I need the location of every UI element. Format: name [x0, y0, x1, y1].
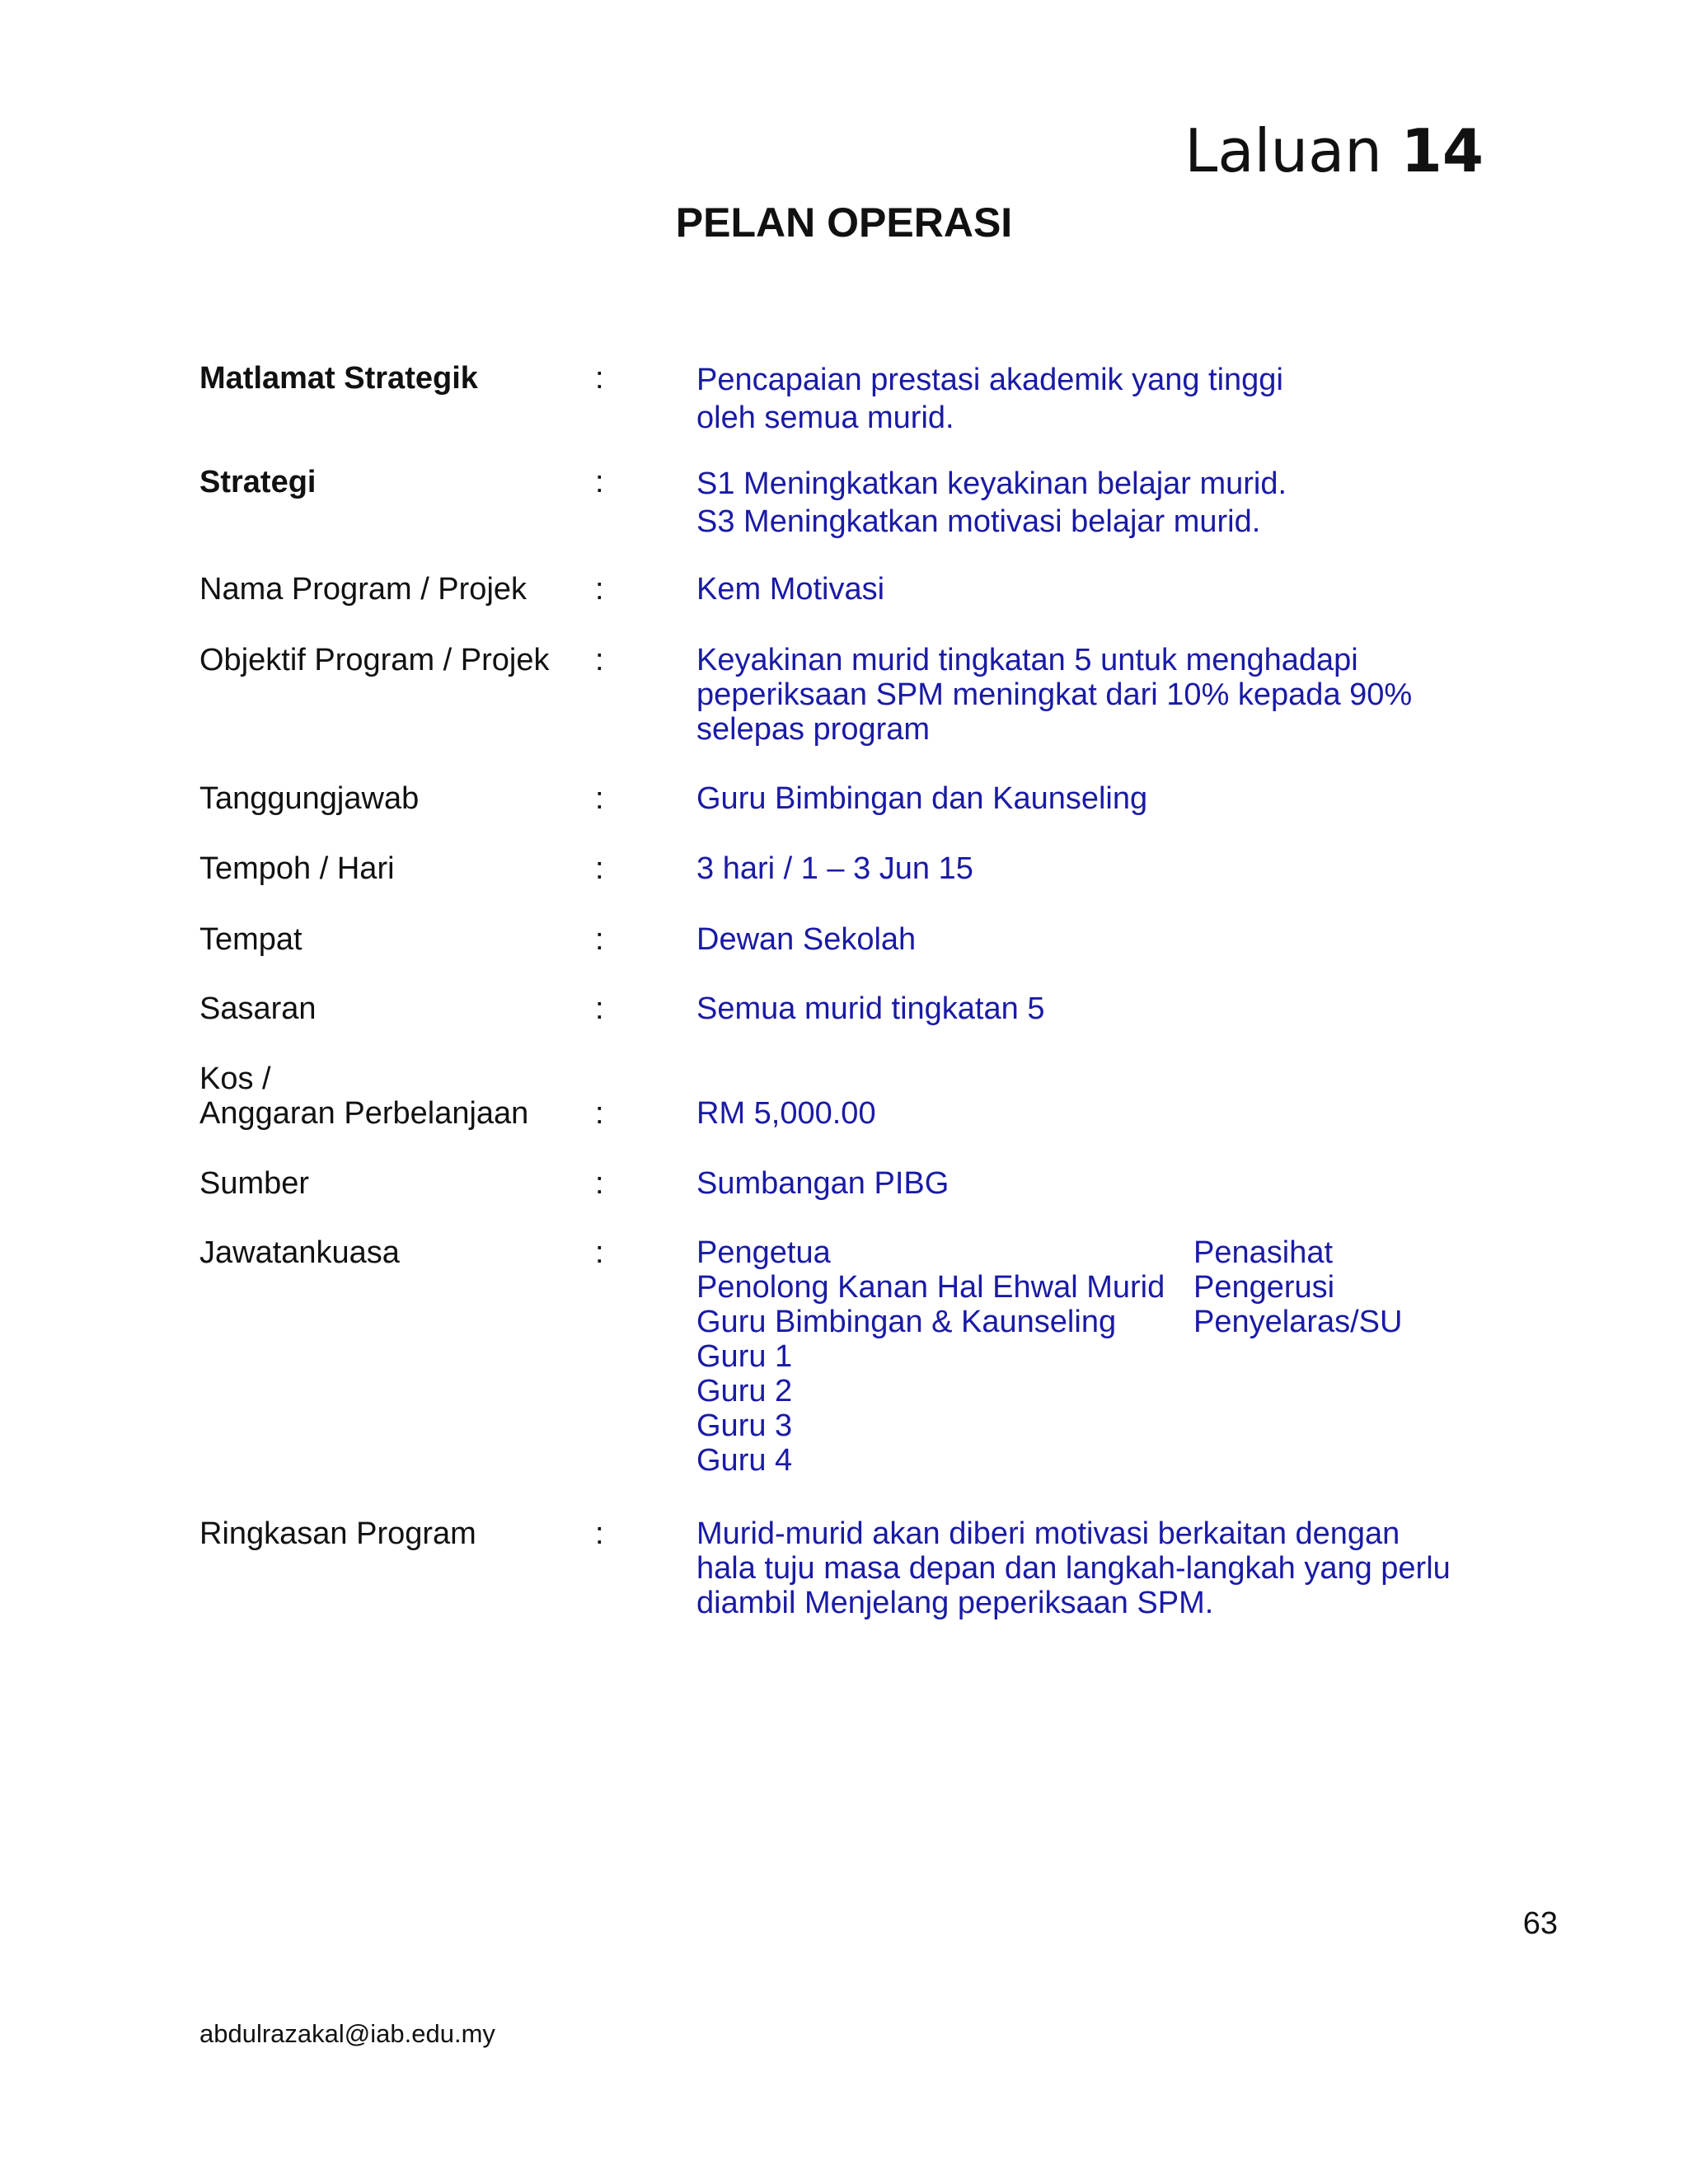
committee-member: Guru 2: [696, 1374, 793, 1408]
laluan-number: 14: [1400, 116, 1484, 185]
value-line: Keyakinan murid tingkatan 5 untuk menghadapi: [696, 643, 1358, 677]
field-label-line1: Kos /: [199, 1062, 271, 1096]
field-label: Strategi: [199, 465, 316, 499]
value-line: S3 Meningkatkan motivasi belajar murid.: [696, 504, 1261, 539]
field-value: Semua murid tingkatan 5: [696, 991, 1045, 1026]
committee-role: Penasihat: [1193, 1235, 1334, 1270]
field-colon: :: [595, 1096, 604, 1131]
field-colon: :: [595, 781, 604, 816]
field-label: Nama Program / Projek: [199, 572, 528, 607]
footer-email: abdulrazakal@iab.edu.my: [199, 2019, 495, 2048]
field-value: 3 hari / 1 – 3 Jun 15: [696, 851, 973, 886]
field-label: Sasaran: [199, 991, 316, 1026]
laluan-heading: [1154, 114, 1484, 188]
field-label: Jawatankuasa: [199, 1235, 400, 1270]
field-value: Kem Motivasi: [696, 572, 885, 607]
field-colon: :: [595, 1516, 604, 1551]
field-value: [696, 465, 1287, 541]
field-value: RM 5,000.00: [696, 1096, 876, 1131]
committee-member: Guru 1: [696, 1339, 793, 1374]
field-value: [696, 1516, 1451, 1620]
field-value: Guru Bimbingan dan Kaunseling: [696, 781, 1148, 816]
value-line: S1 Meningkatkan keyakinan belajar murid.: [696, 466, 1287, 501]
field-value: [696, 643, 1412, 747]
committee-role: Pengerusi: [1193, 1270, 1335, 1305]
committee-member: Guru Bimbingan & Kaunseling: [696, 1305, 1117, 1339]
committee-role: Penyelaras/SU: [1193, 1305, 1403, 1339]
field-colon: :: [595, 851, 604, 886]
field-label: Tanggungjawab: [199, 781, 420, 816]
field-label: Matlamat Strategik: [199, 361, 478, 396]
laluan-word: Laluan: [1184, 116, 1382, 185]
value-line: diambil Menjelang peperiksaan SPM.: [696, 1586, 1214, 1620]
committee-role-list: [1193, 1235, 1402, 1339]
field-label-line2: Anggaran Perbelanjaan: [199, 1096, 529, 1131]
value-line: Pencapaian prestasi akademik yang tinggi: [696, 363, 1283, 397]
field-label: Tempat: [199, 922, 302, 957]
field-colon: :: [595, 643, 604, 677]
field-colon: :: [595, 572, 604, 607]
field-colon: :: [595, 922, 604, 957]
committee-member: Pengetua: [696, 1235, 831, 1270]
document-title: PELAN OPERASI: [675, 199, 1013, 246]
field-colon: :: [595, 465, 604, 499]
committee-member: Guru 3: [696, 1408, 793, 1443]
committee-member: Penolong Kanan Hal Ehwal Murid: [696, 1270, 1165, 1305]
field-value: [696, 361, 1283, 437]
value-line: Murid-murid akan diberi motivasi berkaitan dengan: [696, 1516, 1400, 1551]
field-label: Tempoh / Hari: [199, 851, 395, 886]
field-colon: :: [595, 361, 604, 396]
field-colon: :: [595, 1166, 604, 1201]
field-value: Sumbangan PIBG: [696, 1166, 950, 1201]
value-line: hala tuju masa depan dan langkah-langkah yang perlu: [696, 1551, 1451, 1586]
field-label: Sumber: [199, 1166, 310, 1201]
value-line: selepas program: [696, 712, 931, 747]
field-value: Dewan Sekolah: [696, 922, 917, 957]
field-label: Objektif Program / Projek: [199, 643, 550, 677]
field-colon: :: [595, 1235, 604, 1270]
committee-member: Guru 4: [696, 1443, 793, 1478]
committee-member-list: [696, 1235, 1165, 1478]
value-line: oleh semua murid.: [696, 401, 954, 435]
field-colon: :: [595, 991, 604, 1026]
page-number: 63: [1522, 1906, 1558, 1941]
field-label: Ringkasan Program: [199, 1516, 476, 1551]
value-line: peperiksaan SPM meningkat dari 10% kepada 90%: [696, 677, 1413, 712]
